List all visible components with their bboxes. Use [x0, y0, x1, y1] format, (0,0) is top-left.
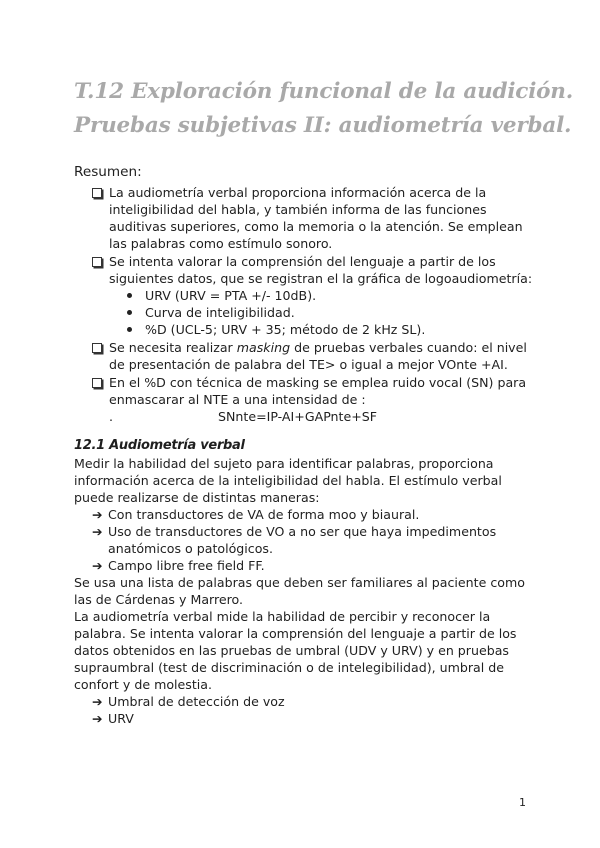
arrow-right-icon: ➔ [92, 711, 103, 726]
list-item: ➔ Umbral de detección de voz [92, 694, 285, 709]
list-item: ➔ URV [92, 711, 134, 726]
logoaudiometria-data-list [109, 287, 534, 338]
paragraph-measure: La audiometría verbal mide la habilidad de percibir y reconocer la palabra. Se intenta valorar la comprensión del lenguaje a partir de los datos obtenidos en las pruebas de umbral (UDV y URV) y en pruebas supraumbral (test de discriminación o de intelegibilidad), umbral de confort y de molestia. [74, 609, 517, 692]
masking-term: masking [236, 340, 291, 355]
resumen-item: Se intenta valorar la comprensión del lenguaje a partir de los siguientes datos, que se registran el la gráfica de logoaudiometría: URV (URV = PTA +/- 10dB). Curva de inteligibilidad. %D (UCL-5; URV + 35; método de 2 kHz SL). [92, 253, 534, 338]
checkbox-bullet-icon [92, 257, 102, 267]
resumen-heading: Resumen: [74, 164, 142, 180]
resumen-item: La audiometría verbal proporciona información acerca de la inteligibilidad del habla, y también informa de las funciones auditivas superiores, como la memoria o la atención. Se emplean las palabras como estímulo sonoro. [92, 184, 534, 252]
bullet-dot-icon [127, 293, 132, 298]
resumen-list [74, 184, 534, 425]
page-number: 1 [519, 796, 526, 809]
resumen-item: En el %D con técnica de masking se emplea ruido vocal (SN) para enmascarar al NTE a una intensidad de : . SNnte=IP-AI+GAPnte+SF [92, 374, 534, 425]
checkbox-bullet-icon [92, 378, 102, 388]
section-heading: 12.1 Audiometría verbal [74, 438, 245, 453]
list-item: Curva de inteligibilidad. [127, 304, 534, 321]
stimulus-ways-list [74, 506, 534, 574]
thresholds-list [74, 693, 534, 727]
list-item: ➔ Uso de transductores de VO a no ser que haya impedimentos anatómicos o patológicos. [92, 524, 497, 556]
bullet-dot-icon [127, 327, 132, 332]
list-item: %D (UCL-5; URV + 35; método de 2 kHz SL). [127, 321, 534, 338]
bullet-dot-icon [127, 310, 132, 315]
arrow-right-icon: ➔ [92, 694, 103, 709]
masking-formula: . SNnte=IP-AI+GAPnte+SF [109, 409, 378, 424]
list-item: URV (URV = PTA +/- 10dB). [127, 287, 534, 304]
paragraph-word-lists: Se usa una lista de palabras que deben ser familiares al paciente como las de Cárdenas y Marrero. [74, 575, 525, 607]
checkbox-bullet-icon [92, 188, 102, 198]
checkbox-bullet-icon [92, 343, 102, 353]
list-item: ➔ Campo libre free field FF. [92, 558, 265, 573]
document-body [74, 163, 534, 727]
section-intro: Medir la habilidad del sujeto para identificar palabras, proporciona información acerca de la inteligibilidad del habla. El estímulo verbal puede realizarse de distintas maneras: [74, 456, 502, 505]
document-title [74, 75, 574, 143]
arrow-right-icon: ➔ [92, 524, 103, 539]
arrow-right-icon: ➔ [92, 507, 103, 522]
arrow-right-icon: ➔ [92, 558, 103, 573]
title-line-2: Pruebas subjetivas II: audiometría verbal. [74, 113, 572, 138]
resumen-item: Se necesita realizar masking de pruebas verbales cuando: el nivel de presentación de palabra del TE> o igual a mejor VOnte +AI. [92, 339, 534, 373]
title-line-1: T.12 Exploración funcional de la audición. [74, 79, 574, 104]
list-item: ➔ Con transductores de VA de forma moo y biaural. [92, 507, 420, 522]
